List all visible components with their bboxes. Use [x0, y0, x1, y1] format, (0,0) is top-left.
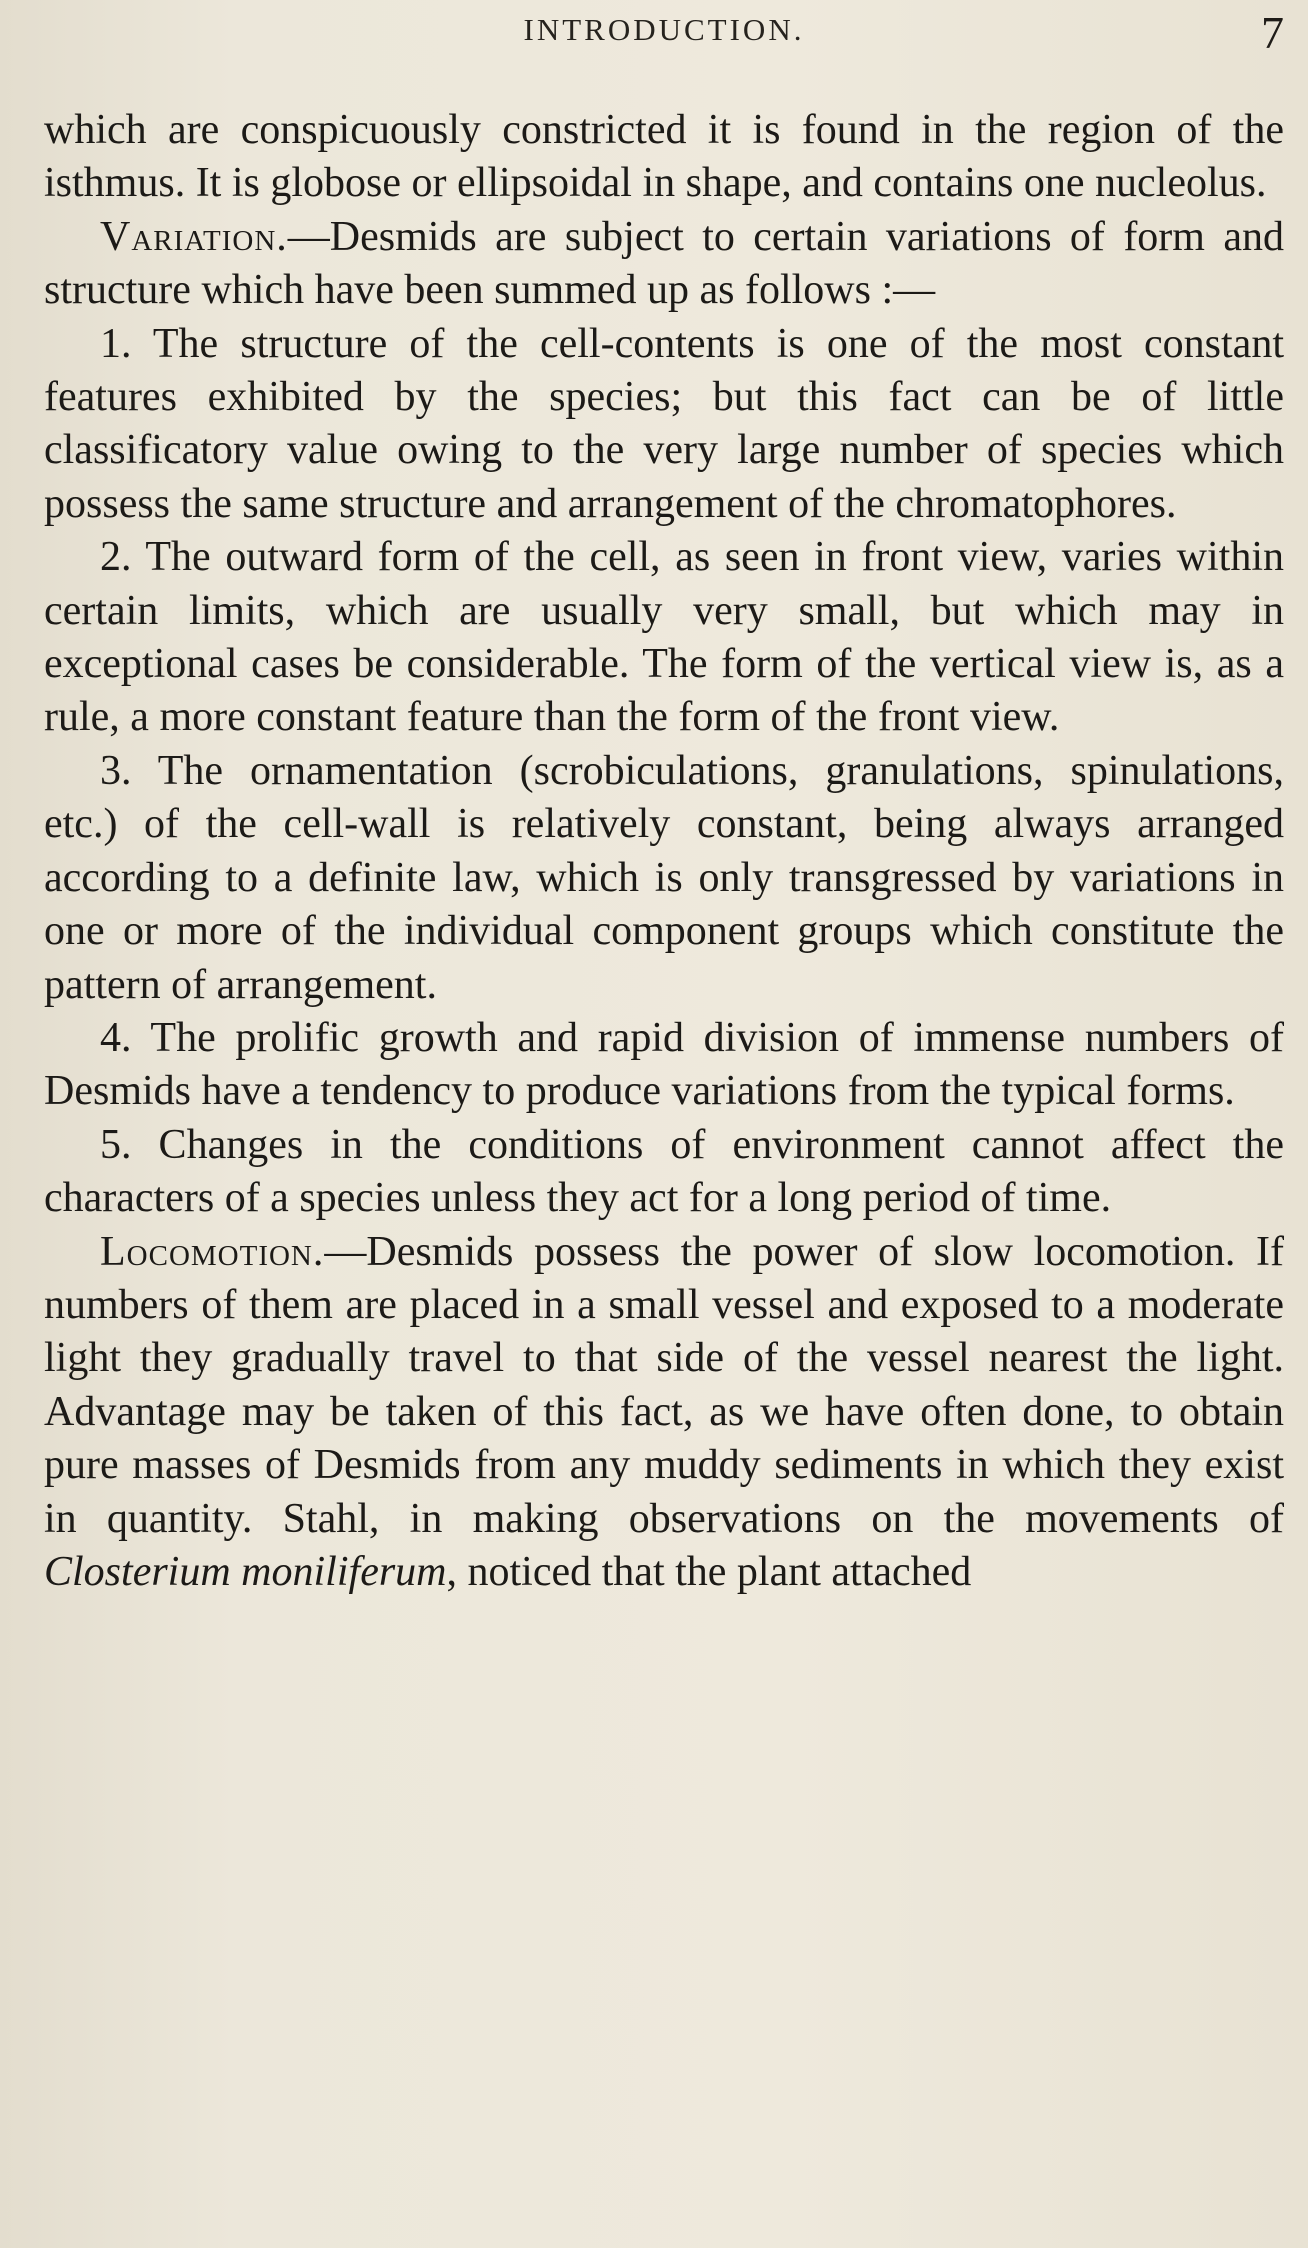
locomotion-text: —Desmids possess the power of slow locomotion. If numbers of them are placed in a small vessel and exposed to a moderate light they gradually travel to that side of the vessel nearest the light. Advantage may be taken of this fact, as we have often done, to obtain pure masses of Desmids from any muddy sediments in which they exist in quantity. Stahl, in making observations on the movements of [44, 1228, 1284, 1542]
list-item: 1. The structure of the cell-contents is one of the most constant features exhibited by the species; but this fact can be of little classificatory value owing to the very large number of species which possess the same structure and arrangement of the chromatophores. [44, 320, 1284, 527]
species-name: Closterium moniliferum [44, 1548, 447, 1595]
locomotion-tail: , noticed that the plant attached [446, 1548, 972, 1595]
page-header [44, 6, 1284, 66]
list-item: 3. The ornamentation (scrobiculations, granulations, spinulations, etc.) of the cell-wall is relatively constant, being always arranged according to a definite law, which is only transgressed by variations in one or more of the individual component groups which constitute the pattern of arrangement. [44, 747, 1284, 1008]
paragraph-locomotion [44, 1226, 1284, 1600]
list-item: 4. The prolific growth and rapid division of immense numbers of Desmids have a tendency to produce variations from the typical forms. [44, 1014, 1284, 1115]
list-item: 2. The outward form of the cell, as seen in front view, varies within certain limits, which are usually very small, but which may in exceptional cases be considerable. The form of the vertical view is, as a rule, a more constant feature than the form of the front view. [44, 534, 1284, 741]
paragraph-variation [44, 211, 1284, 318]
section-heading-locomotion: Locomotion. [100, 1228, 325, 1275]
list-item: 5. Changes in the conditions of environment cannot affect the characters of a species unless they act for a long period of time. [44, 1121, 1284, 1222]
body-text [44, 104, 1284, 1599]
variation-text: —Desmids are subject to certain variations of form and structure which have been summed up as follows :— [44, 213, 1284, 314]
running-head: INTRODUCTION. [523, 12, 805, 47]
page-number: 7 [1261, 7, 1284, 58]
paragraph-nucleus: which are conspicuously constricted it is found in the region of the isthmus. It is globose or ellipsoidal in shape, and contains one nucleolus. [44, 107, 1284, 207]
section-heading-variation: Variation. [100, 213, 288, 260]
